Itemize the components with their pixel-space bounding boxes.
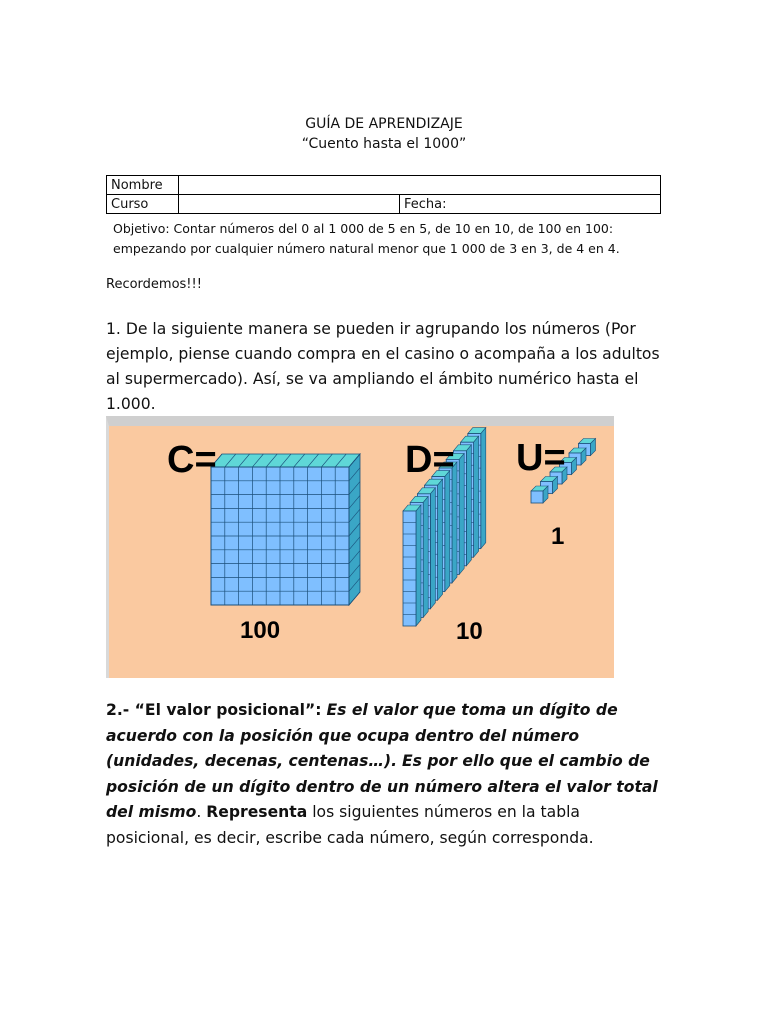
date-label: Fecha:	[404, 196, 447, 212]
section-2-explanation: Es por ello que el cambio de posición de un dígito dentro de un número altera el valor total del mismo	[106, 752, 658, 821]
section-2-prefix: 2.- “El valor posicional”:	[106, 701, 322, 719]
name-label: Nombre	[107, 176, 179, 195]
section-1-text: 1. De la siguiente manera se pueden ir agrupando los números (Por ejemplo, piense cuando compra en el casino o acompaña a los adultos al supermercado). Así, se va ampliando el ámbito numérico hasta el 1.000.	[106, 320, 660, 413]
hundred-flat-block	[211, 454, 360, 605]
u-value: 1	[551, 523, 565, 550]
student-info-table	[106, 175, 661, 214]
u-label: U=	[516, 437, 566, 479]
page-subtitle: “Cuento hasta el 1000”	[301, 136, 467, 152]
date-field[interactable]	[400, 195, 661, 214]
section-2-instruction-rest: los siguientes números en la tabla posicional, es decir, escribe cada número, según corresponda.	[106, 803, 594, 847]
d-label: D=	[405, 439, 455, 481]
base-ten-blocks-illustration	[109, 426, 614, 678]
d-value: 10	[456, 618, 483, 645]
name-field[interactable]	[179, 176, 661, 195]
section-2-definition: Es el valor que toma un dígito de acuerdo con la posición que ocupa dentro del número (unidades, decenas, centenas…).	[106, 701, 618, 770]
section-2-period: .	[196, 803, 202, 821]
course-field[interactable]	[179, 195, 400, 214]
recordemos-text: Recordemos!!!	[106, 277, 202, 292]
c-value: 100	[240, 617, 281, 644]
objective-text: Objetivo: Contar números del 0 al 1 000 de 5 en 5, de 10 en 10, de 100 en 100: empezando por cualquier número natural menor que 1 000 de 3 en 3, de 4 en 4.	[113, 221, 620, 256]
base-ten-blocks-figure	[106, 416, 614, 678]
section-2-text	[106, 698, 666, 851]
section-2-instruction-verb: Representa	[206, 803, 308, 821]
course-label: Curso	[107, 195, 179, 214]
page-title: GUÍA DE APRENDIZAJE	[305, 116, 463, 132]
c-label: C=	[167, 439, 217, 481]
